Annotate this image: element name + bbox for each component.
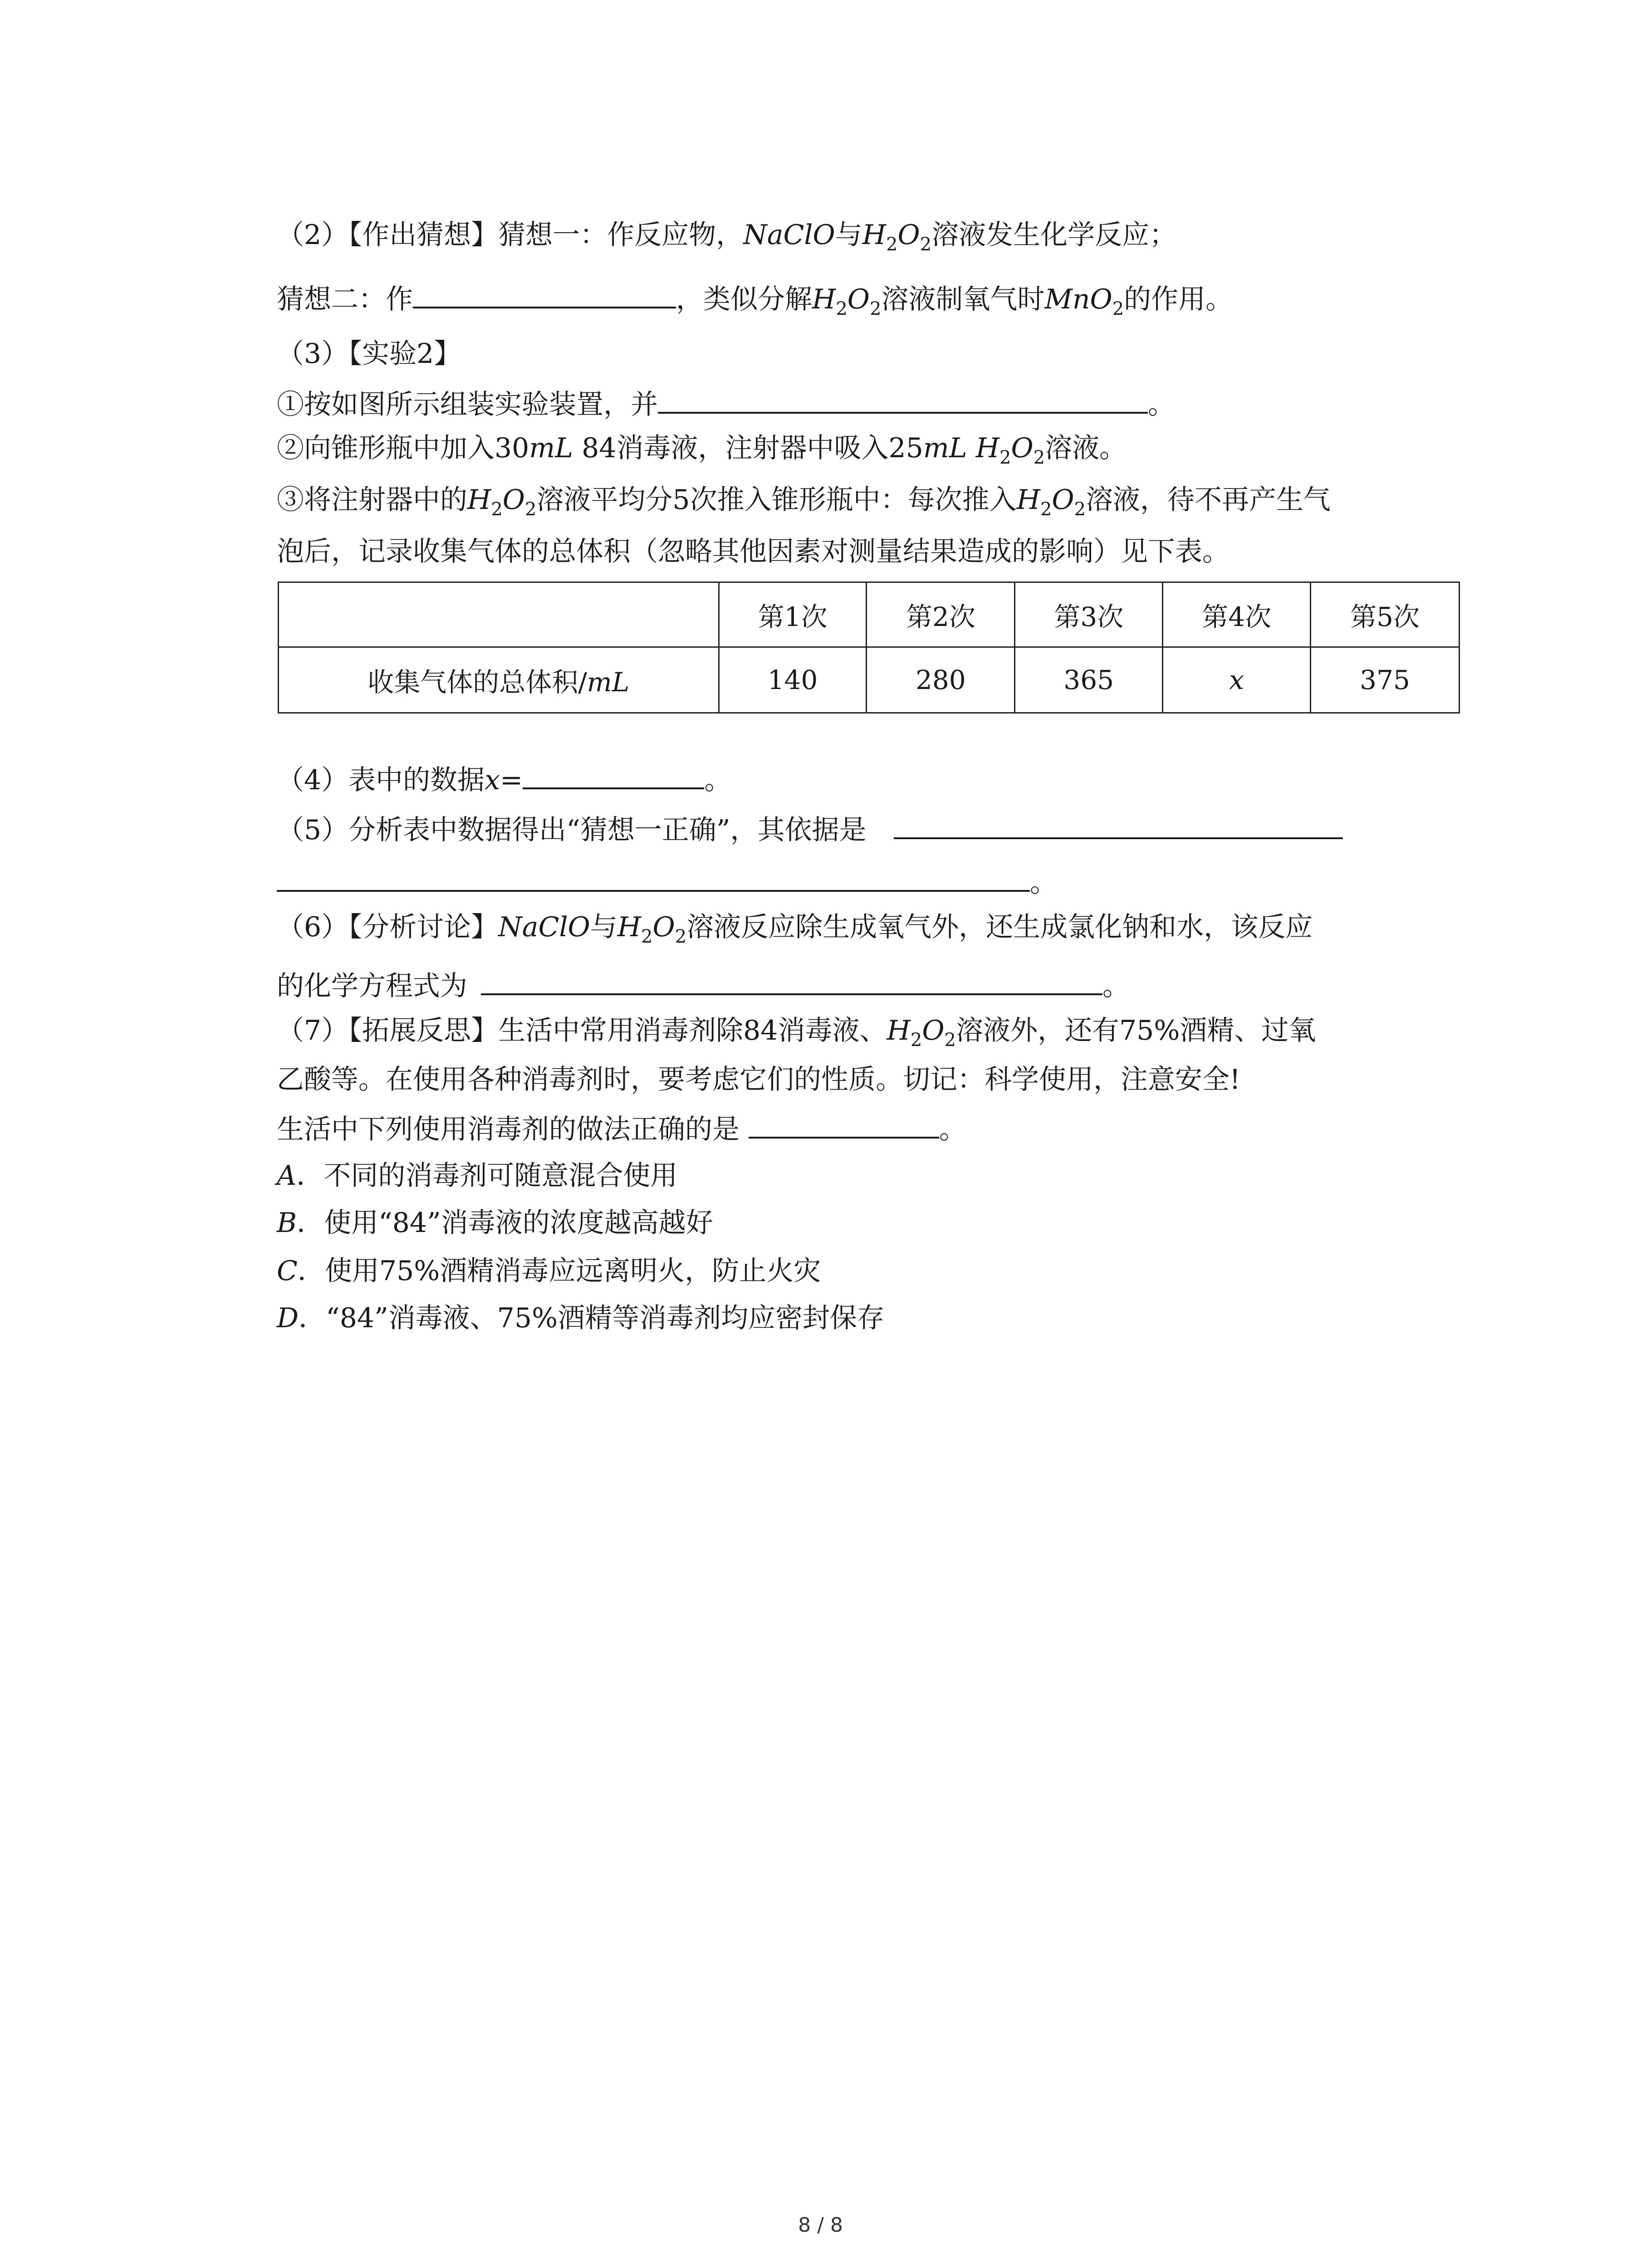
answer-blank-q7[interactable]	[749, 1110, 939, 1139]
q3-text: 溶液，待不再产生气	[1086, 484, 1331, 516]
q4-text: （4）表中的数据	[277, 764, 485, 796]
q3-text: 泡后，记录收集气体的总体积（忽略其他因素对测量结果造成的影响）见下表。	[277, 536, 1230, 567]
q7-line1	[277, 1012, 1316, 1049]
table-row	[279, 647, 1460, 713]
data-table	[278, 582, 1460, 714]
table-header-cell	[279, 582, 719, 647]
q5-text: 。	[1030, 867, 1057, 899]
table-header-cell: 第3次	[1015, 582, 1163, 647]
chem-h: H	[617, 911, 642, 943]
chem-o: O	[922, 1015, 945, 1046]
q3-heading-text: （3）【实验2】	[277, 338, 461, 370]
chem-h: H	[812, 284, 836, 315]
option-letter: B	[277, 1207, 297, 1239]
q6-text: （6）【分析讨论】	[277, 911, 499, 943]
q2-line2	[277, 279, 1233, 318]
unit-ml: mL	[587, 667, 630, 698]
chem-sub: 2	[524, 499, 537, 520]
q4-text: =	[500, 764, 523, 796]
answer-blank-q5a[interactable]	[894, 810, 1343, 839]
chem-h: H	[1016, 484, 1040, 516]
q7-text: 生活中下列使用消毒剂的做法正确的是	[277, 1114, 740, 1145]
table-cell: 365	[1015, 647, 1163, 713]
q2-text: （2）【作出猜想】猜想一：作反应物，	[277, 219, 744, 251]
chem-sub: 2	[1040, 499, 1052, 520]
q3-text: ①按如图所示组装实验装置，并	[277, 389, 658, 420]
option-text: ．使用“84”消毒液的浓度越高越好	[297, 1207, 713, 1239]
q3-text: 溶液平均分5次推入锥形瓶中：每次推入	[536, 484, 1017, 516]
unit-ml: mL	[529, 432, 573, 464]
q3-step2	[277, 430, 1127, 466]
chem-sub: 2	[641, 926, 653, 947]
table-cell: x	[1163, 647, 1311, 713]
chem-o: O	[652, 911, 675, 943]
chem-sub: 2	[910, 1030, 922, 1051]
q3-text: 溶液。	[1045, 432, 1127, 464]
answer-blank-q6[interactable]	[481, 966, 1102, 995]
q6-line1	[277, 909, 1313, 945]
q6-text: 与	[590, 911, 617, 943]
table-cell: 140	[719, 647, 867, 713]
q7-option-a[interactable]	[277, 1158, 677, 1194]
unit-ml: mL	[923, 432, 967, 464]
chem-sub: 2	[944, 1030, 956, 1051]
q3-text: 。	[1148, 389, 1175, 420]
q7-text: 乙酸等。在使用各种消毒剂时，要考虑它们的性质。切记：科学使用，注意安全!	[277, 1064, 1241, 1095]
chem-o: O	[1011, 432, 1034, 464]
q6-text: 溶液反应除生成氧气外，还生成氯化钠和水，该反应	[686, 911, 1313, 943]
q7-line2	[277, 1061, 1240, 1098]
chem-sub: 2	[1074, 499, 1086, 520]
answer-blank-q3[interactable]	[658, 385, 1148, 414]
chem-h: H	[467, 484, 491, 516]
chem-o: O	[1052, 484, 1074, 516]
chem-o: O	[897, 219, 920, 251]
option-text: ．使用75%酒精消毒应远离明火，防止火灾	[297, 1255, 821, 1287]
table-row-label	[279, 647, 719, 713]
var-x: x	[485, 764, 500, 796]
row-label-text: 收集气体的总体积/	[367, 667, 587, 698]
q3-text: ②向锥形瓶中加入30	[277, 432, 529, 464]
chem-sub: 2	[999, 447, 1011, 468]
q3-heading	[277, 336, 461, 372]
q3-step3	[277, 482, 1331, 518]
table-header-cell: 第1次	[719, 582, 867, 647]
q3-text: ③将注射器中的	[277, 484, 467, 516]
chem-sub: 2	[920, 234, 932, 255]
table-header-cell: 第5次	[1311, 582, 1460, 647]
q3-step1	[277, 385, 1175, 423]
q3-text: 84消毒液，注射器中吸入25	[573, 432, 923, 464]
answer-blank-q2[interactable]	[413, 279, 676, 308]
chem-h: H	[887, 1015, 911, 1046]
q5-line2	[277, 863, 1057, 901]
q7-text: 溶液外，还有75%酒精、过氧	[955, 1015, 1316, 1046]
answer-blank-q5b[interactable]	[277, 863, 1030, 892]
q2-text: 溶液制氧气时	[881, 284, 1045, 315]
q2-text: 的作用。	[1124, 284, 1233, 315]
chem-sub: 2	[1033, 447, 1045, 468]
chem-h: H	[862, 219, 887, 251]
option-text: ．“84”消毒液、75%酒精等消毒剂均应密封保存	[299, 1302, 885, 1334]
chem-naclo: NaClO	[498, 911, 590, 943]
q7-option-d[interactable]	[277, 1300, 884, 1336]
chem-o: O	[847, 284, 870, 315]
table-header-cell: 第2次	[867, 582, 1015, 647]
chem-mno: MnO	[1044, 284, 1112, 315]
table-cell: 280	[867, 647, 1015, 713]
q6-text: 。	[1102, 970, 1130, 1002]
q4-line	[277, 760, 731, 798]
q2-text: ，类似分解	[676, 284, 812, 315]
option-letter: C	[277, 1255, 298, 1287]
table-header-cell: 第4次	[1163, 582, 1311, 647]
option-letter: A	[277, 1160, 297, 1192]
table-cell: 375	[1311, 647, 1460, 713]
chem-naclo: NaClO	[743, 219, 835, 251]
option-text: ．不同的消毒剂可随意混合使用	[296, 1160, 678, 1192]
q7-text: 。	[939, 1114, 966, 1145]
q7-text: （7）【拓展反思】生活中常用消毒剂除84消毒液、	[277, 1015, 887, 1046]
q6-text: 的化学方程式为	[277, 970, 467, 1002]
q5-line1	[277, 810, 1343, 848]
chem-sub: 2	[869, 298, 882, 319]
q4-text: 。	[704, 764, 732, 796]
q2-text: 与	[835, 219, 862, 251]
q7-option-c[interactable]	[277, 1253, 821, 1289]
q7-option-b[interactable]	[277, 1205, 713, 1241]
chem-h: H	[975, 432, 1000, 464]
chem-sub: 2	[836, 298, 847, 319]
chem-sub: 2	[675, 926, 687, 947]
chem-sub: 2	[1112, 298, 1124, 319]
answer-blank-q4[interactable]	[523, 760, 704, 789]
option-letter: D	[277, 1302, 299, 1334]
q5-text: （5）分析表中数据得出“猜想一正确”，其依据是	[277, 814, 867, 846]
chem-sub: 2	[886, 234, 898, 255]
q3-step3-line2	[277, 533, 1230, 570]
q3-text	[967, 432, 976, 464]
q6-line2	[277, 966, 1130, 1004]
q2-line1	[277, 217, 1176, 253]
q2-text: 溶液发生化学反应；	[931, 219, 1177, 251]
table-header-row	[279, 582, 1460, 647]
q2-text: 猜想二：作	[277, 284, 413, 315]
chem-o: O	[502, 484, 525, 516]
q7-line3	[277, 1110, 966, 1148]
page-number: 8 / 8	[798, 2214, 843, 2237]
chem-sub: 2	[491, 499, 503, 520]
